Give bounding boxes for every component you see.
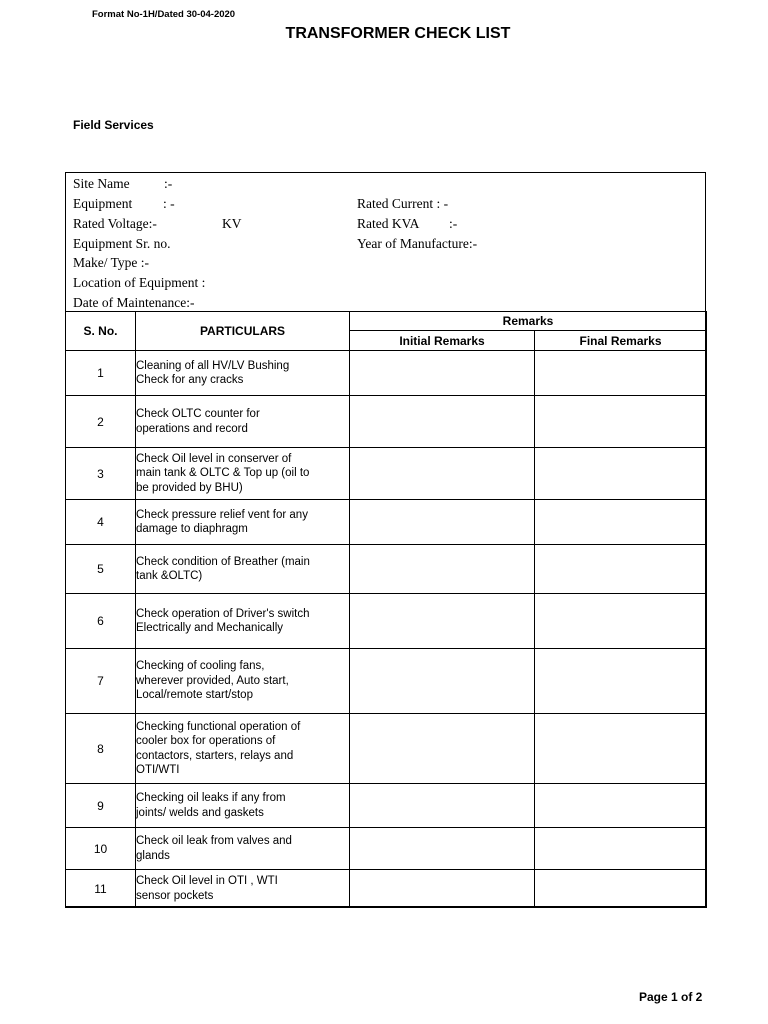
final-remarks-cell[interactable]: [535, 448, 707, 500]
row-number: 5: [66, 545, 136, 594]
equipment-label: Equipment: [73, 196, 133, 211]
initial-remarks-cell[interactable]: [350, 870, 535, 908]
table-row: [66, 649, 707, 714]
site-name-label: Site Name: [73, 176, 130, 191]
rated-kva-label: Rated KVA: [357, 216, 420, 231]
final-remarks-header: Final Remarks: [535, 331, 707, 351]
initial-remarks-cell[interactable]: [350, 828, 535, 870]
equipment-separator: : -: [163, 196, 175, 211]
particular-line: sensor pockets: [136, 889, 214, 902]
final-remarks-cell[interactable]: [535, 594, 707, 649]
site-name-separator: :-: [164, 176, 173, 191]
particular-line: Electrically and Mechanically: [136, 622, 284, 634]
row-particular: [136, 448, 350, 500]
final-remarks-cell[interactable]: [535, 396, 707, 448]
document-title: TRANSFORMER CHECK LIST: [285, 25, 511, 42]
rated-current-label: Rated Current : -: [357, 196, 449, 211]
initial-remarks-cell[interactable]: [350, 714, 535, 784]
initial-remarks-cell[interactable]: [350, 784, 535, 828]
table-row: [66, 500, 707, 545]
row-particular: [136, 594, 350, 649]
make-type-label: Make/ Type :-: [73, 255, 150, 270]
initial-remarks-cell[interactable]: [350, 594, 535, 649]
table-row: [66, 545, 707, 594]
table-row: [66, 714, 707, 784]
particular-line: Local/remote start/stop: [136, 689, 253, 702]
particular-line: OTI/WTI: [136, 764, 180, 776]
particular-line: Checking of cooling fans,: [136, 660, 265, 673]
rated-kva-separator: :-: [449, 216, 458, 231]
row-number: 7: [66, 649, 136, 714]
row-number: 9: [66, 784, 136, 828]
equipment-info-block: [73, 174, 693, 312]
row-particular: [136, 396, 350, 448]
particular-line: Check OLTC counter for: [136, 408, 260, 420]
row-number: 6: [66, 594, 136, 649]
particular-line: operations and record: [136, 422, 248, 435]
row-number: 2: [66, 396, 136, 448]
row-number: 3: [66, 448, 136, 500]
section-label: Field Services: [73, 118, 154, 132]
final-remarks-cell[interactable]: [535, 500, 707, 545]
particular-line: tank &OLTC): [136, 570, 203, 582]
row-particular: [136, 828, 350, 870]
table-row: [66, 828, 707, 870]
particular-line: Check condition of Breather (main: [136, 555, 310, 568]
particular-line: joints/ welds and gaskets: [136, 806, 264, 819]
table-row: [66, 870, 707, 908]
row-particular: [136, 351, 350, 396]
table-row: [66, 396, 707, 448]
table-row: [66, 351, 707, 396]
row-number: 11: [66, 870, 136, 908]
final-remarks-cell[interactable]: [535, 649, 707, 714]
particular-line: Check pressure relief vent for any: [136, 508, 308, 521]
initial-remarks-cell[interactable]: [350, 649, 535, 714]
rated-voltage-label: Rated Voltage:-: [73, 216, 157, 231]
particular-line: cooler box for operations of: [136, 735, 276, 747]
initial-remarks-cell[interactable]: [350, 545, 535, 594]
particular-line: Checking functional operation of: [136, 720, 301, 733]
row-particular: [136, 545, 350, 594]
particular-line: be provided by BHU): [136, 481, 243, 494]
final-remarks-cell[interactable]: [535, 545, 707, 594]
sno-header: S. No.: [66, 312, 136, 351]
table-row: [66, 594, 707, 649]
final-remarks-cell[interactable]: [535, 784, 707, 828]
particular-line: wherever provided, Auto start,: [136, 674, 289, 687]
particular-line: contactors, starters, relays and: [136, 749, 294, 762]
particular-line: Check Oil level in conserver of: [136, 452, 292, 465]
rated-voltage-unit: KV: [222, 216, 242, 231]
date-of-maintenance-label: Date of Maintenance:-: [73, 295, 195, 310]
row-particular: [136, 714, 350, 784]
row-particular: [136, 870, 350, 908]
row-number: 4: [66, 500, 136, 545]
row-number: 1: [66, 351, 136, 396]
initial-remarks-cell[interactable]: [350, 351, 535, 396]
year-of-manufacture-label: Year of Manufacture:-: [357, 236, 478, 251]
particular-line: damage to diaphragm: [136, 523, 248, 535]
final-remarks-cell[interactable]: [535, 828, 707, 870]
format-number: Format No-1H/Dated 30-04-2020: [92, 9, 236, 20]
particular-line: Check oil leak from valves and: [136, 835, 292, 847]
particular-line: Check for any cracks: [136, 374, 244, 386]
checklist-table: [65, 311, 707, 908]
particular-line: main tank & OLTC & Top up (oil to: [136, 467, 310, 480]
initial-remarks-cell[interactable]: [350, 448, 535, 500]
row-particular: [136, 784, 350, 828]
row-particular: [136, 500, 350, 545]
particular-line: Check Oil level in OTI , WTI: [136, 875, 278, 887]
particular-line: Check operation of Driver's switch: [136, 607, 310, 620]
row-particular: [136, 649, 350, 714]
final-remarks-cell[interactable]: [535, 714, 707, 784]
initial-remarks-cell[interactable]: [350, 396, 535, 448]
particular-line: glands: [136, 849, 170, 862]
particulars-header: PARTICULARS: [136, 312, 350, 351]
row-number: 10: [66, 828, 136, 870]
row-number: 8: [66, 714, 136, 784]
initial-remarks-header: Initial Remarks: [350, 331, 535, 351]
table-row: [66, 784, 707, 828]
initial-remarks-cell[interactable]: [350, 500, 535, 545]
final-remarks-cell[interactable]: [535, 870, 707, 908]
particular-line: Checking oil leaks if any from: [136, 792, 286, 804]
final-remarks-cell[interactable]: [535, 351, 707, 396]
location-label: Location of Equipment :: [73, 275, 206, 290]
table-row: [66, 448, 707, 500]
page-number: Page 1 of 2: [639, 990, 703, 1004]
remarks-header: Remarks: [350, 312, 707, 331]
particular-line: Cleaning of all HV/LV Bushing: [136, 359, 290, 372]
equipment-sr-no-label: Equipment Sr. no.: [73, 236, 171, 251]
